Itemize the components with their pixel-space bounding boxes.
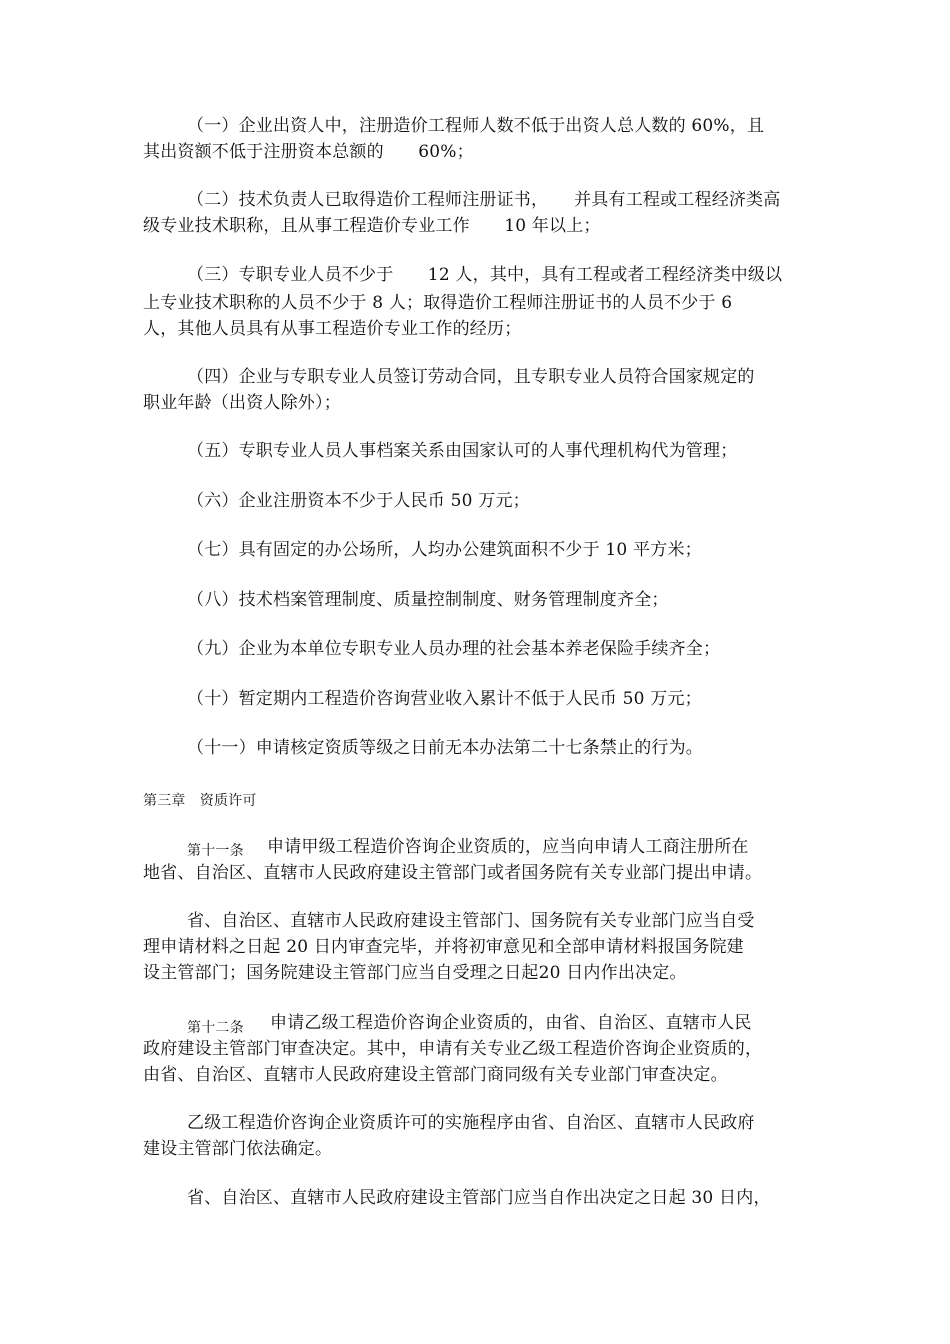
item-5: （五）专职专业人员人事档案关系由国家认可的人事代理机构代为管理； xyxy=(187,441,738,461)
chapter-heading: 第三章 资质许可 xyxy=(143,793,257,809)
article-11-line-1: 申请甲级工程造价咨询企业资质的，应当向申请人工商注册所在 xyxy=(267,837,749,857)
item-10: （十）暂定期内工程造价咨询营业收入累计不低于人民币 50 万元； xyxy=(187,689,702,709)
article-11-label: 第十一条 xyxy=(187,843,244,859)
review-para-line-3: 设主管部门；国务院建设主管部门应当自受理之日起20 日内作出决定。 xyxy=(143,963,687,983)
item-3-line-2: 上专业技术职称的人员不少于 8 人；取得造价工程师注册证书的人员不少于 6 xyxy=(143,293,733,313)
review-para-line-2: 理申请材料之日起 20 日内审查完毕，并将初审意见和全部申请材料报国务院建 xyxy=(143,937,744,957)
item-9: （九）企业为本单位专职专业人员办理的社会基本养老保险手续齐全； xyxy=(187,639,721,659)
article-12-line-1: 申请乙级工程造价咨询企业资质的，由省、自治区、直辖市人民 xyxy=(270,1013,752,1033)
item-2-line-1: （二）技术负责人已取得造价工程师注册证书， 并具有工程或工程经济类高 xyxy=(187,190,781,210)
article-12-line-3: 由省、自治区、直辖市人民政府建设主管部门商同级有关专业部门审查决定。 xyxy=(143,1065,728,1085)
last-para-line-1: 省、自治区、直辖市人民政府建设主管部门应当自作出决定之日起 30 日内， xyxy=(187,1188,771,1208)
review-para-line-1: 省、自治区、直辖市人民政府建设主管部门、国务院有关专业部门应当自受 xyxy=(187,911,755,931)
item-6: （六）企业注册资本不少于人民币 50 万元； xyxy=(187,491,530,511)
article-11-line-2: 地省、自治区、直辖市人民政府建设主管部门或者国务院有关专业部门提出申请。 xyxy=(143,863,763,883)
item-1-line-2: 其出资额不低于注册资本总额的 60%； xyxy=(143,142,474,162)
article-12-line-2: 政府建设主管部门审查决定。其中，申请有关专业乙级工程造价咨询企业资质的， xyxy=(143,1039,763,1059)
item-8: （八）技术档案管理制度、质量控制制度、财务管理制度齐全； xyxy=(187,590,669,610)
item-4-line-1: （四）企业与专职专业人员签订劳动合同，且专职专业人员符合国家规定的 xyxy=(187,367,755,387)
item-2-line-2: 级专业技术职称，且从事工程造价专业工作 10 年以上； xyxy=(143,216,601,236)
item-3-line-1: （三）专职专业人员不少于 12 人，其中，具有工程或者工程经济类中级以 xyxy=(187,265,783,285)
item-4-line-2: 职业年龄（出资人除外）； xyxy=(143,393,341,413)
item-11: （十一）申请核定资质等级之日前无本办法第二十七条禁止的行为。 xyxy=(187,738,703,758)
class-b-para-line-2: 建设主管部门依法确定。 xyxy=(143,1139,333,1159)
item-1-line-1: （一）企业出资人中，注册造价工程师人数不低于出资人总人数的 60%，且 xyxy=(187,116,765,136)
item-3-line-3: 人，其他人员具有从事工程造价专业工作的经历； xyxy=(143,319,522,339)
item-7: （七）具有固定的办公场所，人均办公建筑面积不少于 10 平方米； xyxy=(187,540,702,560)
class-b-para-line-1: 乙级工程造价咨询企业资质许可的实施程序由省、自治区、直辖市人民政府 xyxy=(187,1113,755,1133)
article-12-label: 第十二条 xyxy=(187,1020,244,1036)
